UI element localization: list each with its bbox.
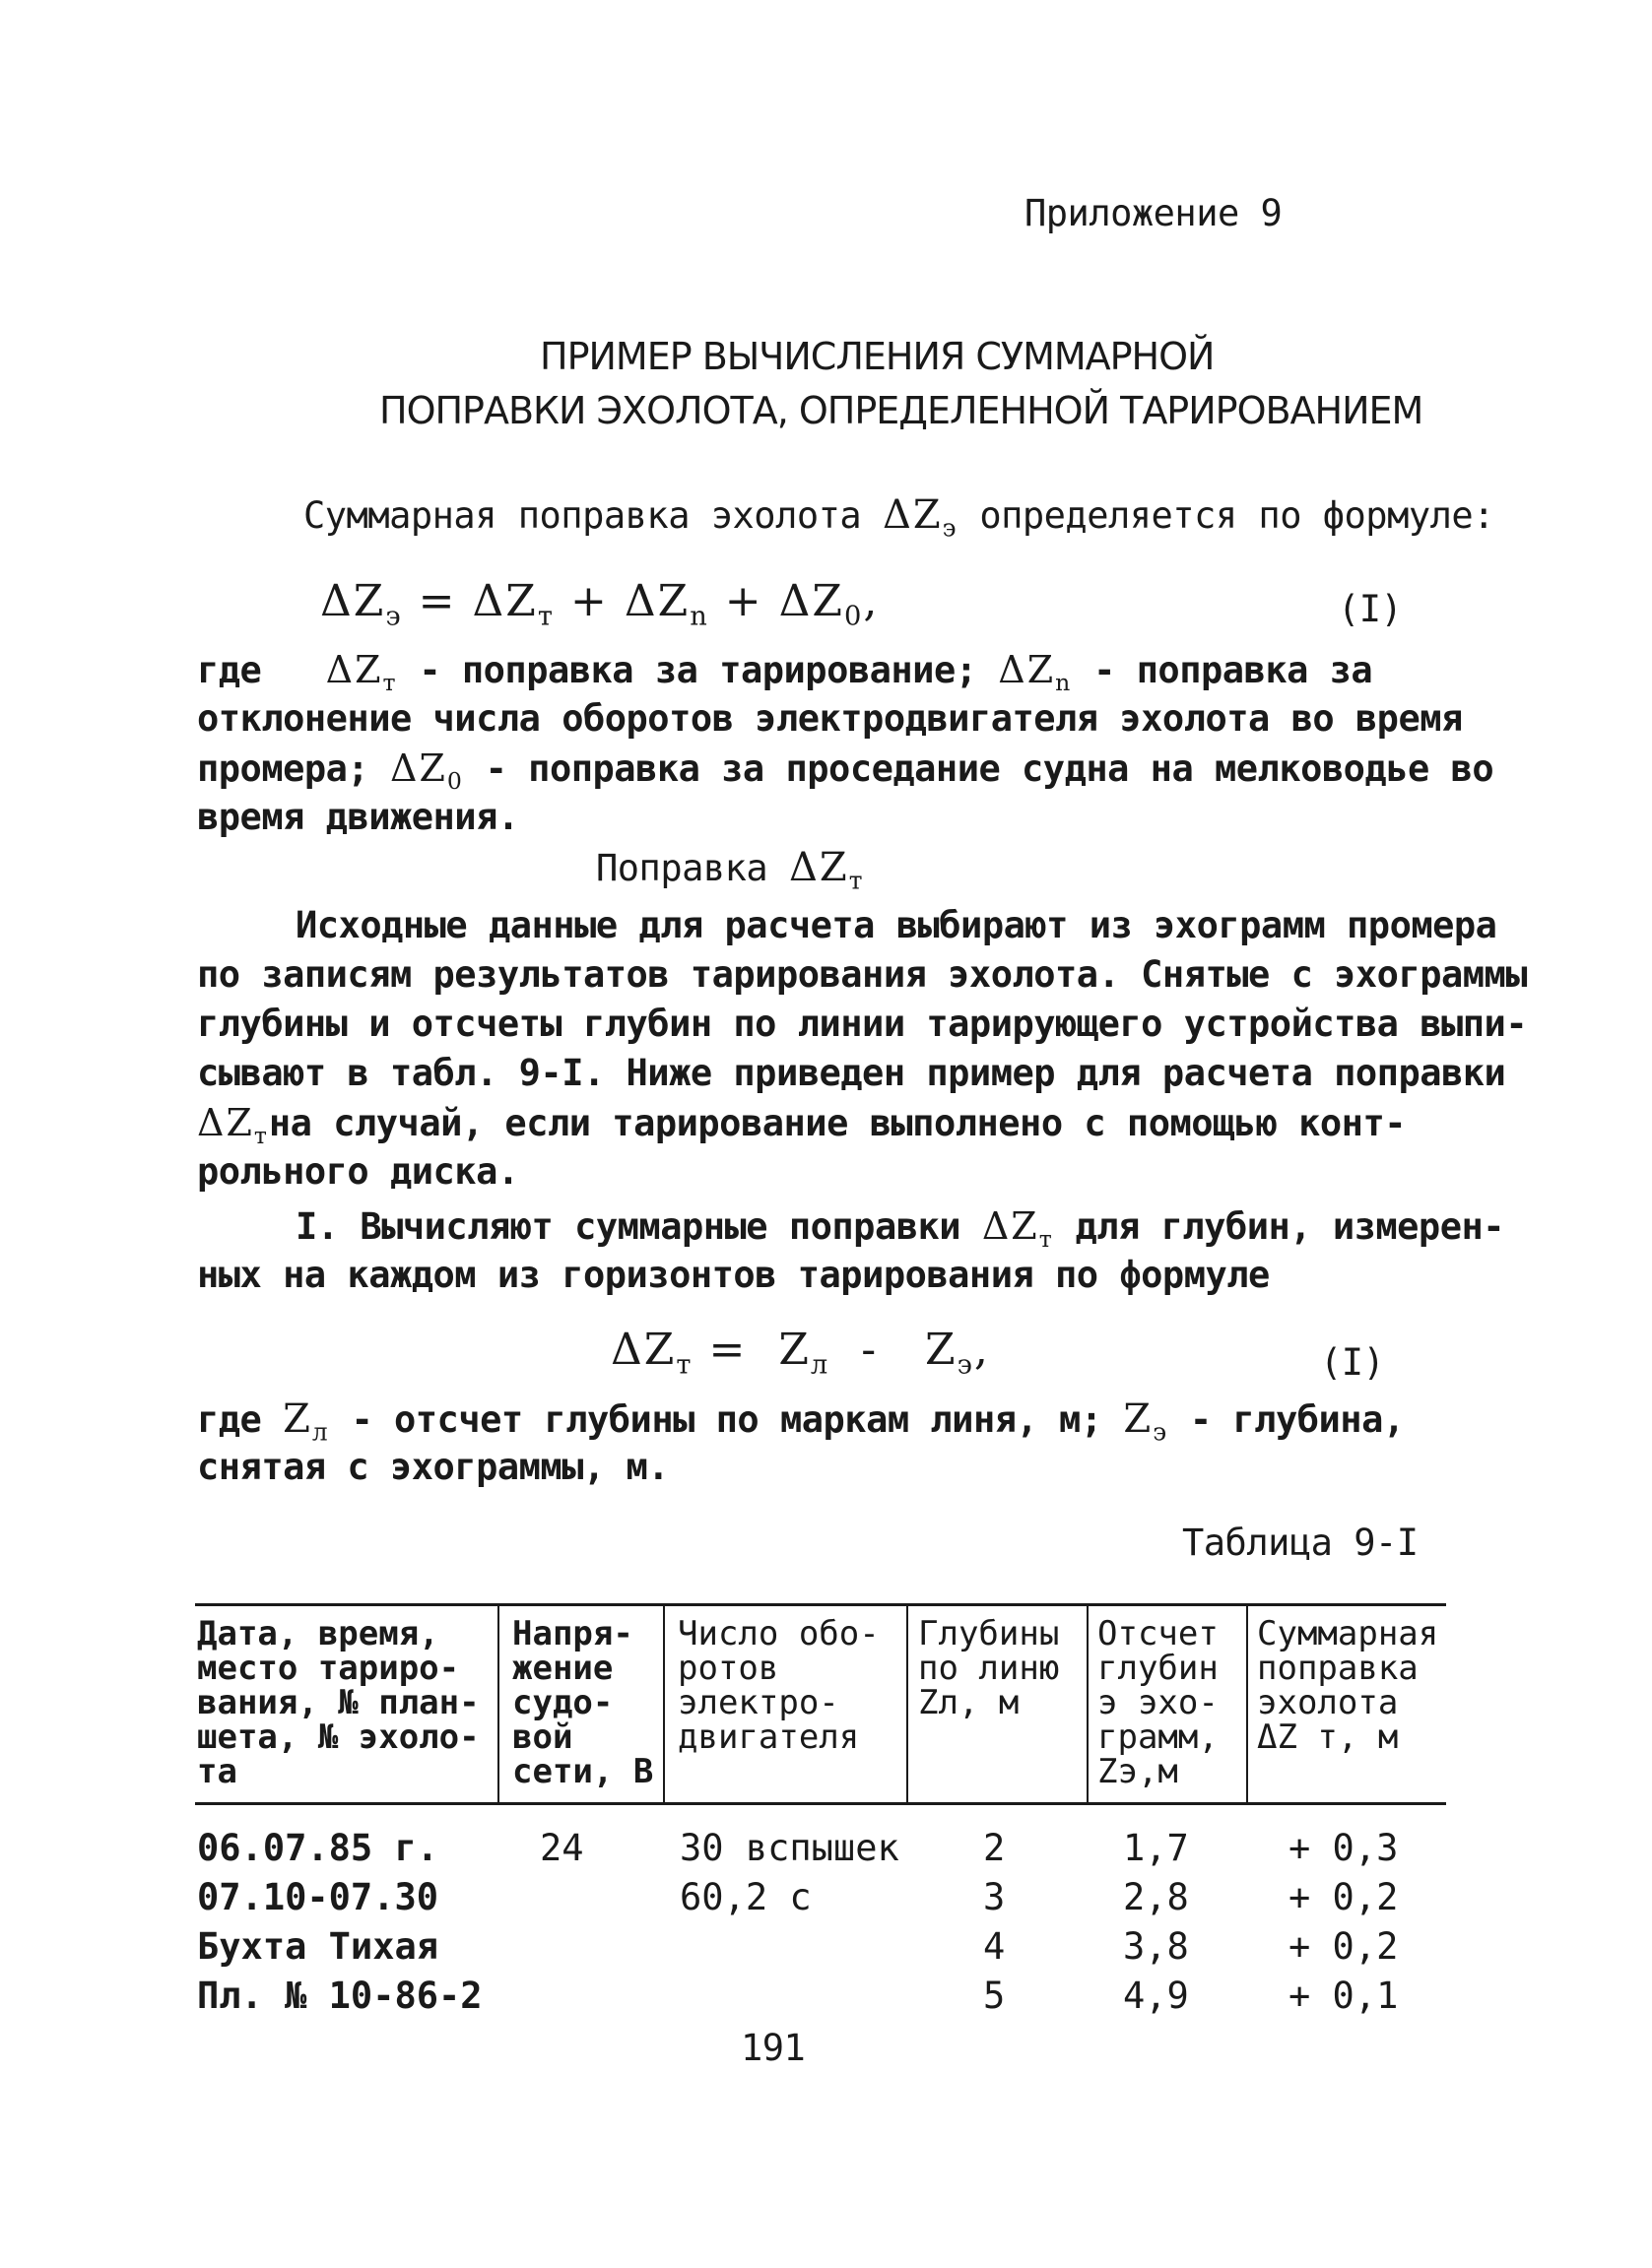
para2-line3: глубины и отсчеты глубин по линии тарирующего устройства выпи- — [197, 1003, 1528, 1045]
table-col-divider — [497, 1605, 499, 1802]
table-label: Таблица 9-I — [1182, 1522, 1419, 1564]
para3-line2: ных на каждом из горизонтов тарирования по формуле — [197, 1254, 1270, 1296]
where1-line2: отклонение числа оборотов электродвигателя эхолота во время — [197, 697, 1463, 740]
para2-line1: Исходные данные для расчета выбирают из эхограмм промера — [296, 904, 1497, 946]
table-cell-echo-depth: 3,8 — [1123, 1925, 1189, 1968]
table-top-rule — [195, 1603, 1446, 1606]
table-cell-correction: + 0,2 — [1289, 1876, 1399, 1918]
formula-2: $\Delta Z_т = Z_л$ - $Z_э$, — [611, 1325, 990, 1381]
intro-symbol: $\Delta Z_э$ — [882, 492, 958, 543]
page-number: 191 — [741, 2027, 806, 2069]
formula-1: $\Delta Z_э = \Delta Z_т + \Delta Z_n + \Delta Z_0$, — [320, 576, 880, 632]
table-cell-flashes: 30 вспышек — [680, 1827, 899, 1869]
table-cell-line-depth: 3 — [983, 1876, 1006, 1918]
table-cell-correction: + 0,2 — [1289, 1925, 1399, 1968]
table-header-rule — [195, 1802, 1446, 1805]
table-header-correction: Суммарная поправка эхолота ΔZ т, м — [1257, 1614, 1439, 1757]
table-cell-correction: + 0,1 — [1289, 1975, 1399, 2017]
intro-text-before: Суммарная поправка эхолота — [303, 494, 862, 537]
table-cell-time: 07.10-07.30 — [197, 1876, 439, 1918]
para3-line1: I. Вычисляют суммарные поправки $\Delta Z_т$ для глубин, измерен- — [296, 1204, 1505, 1254]
table-cell-period: 60,2 с — [680, 1876, 812, 1918]
intro-line — [303, 492, 1494, 543]
table-header-rpm: Число обо- ротов электро- двигателя — [678, 1614, 880, 1757]
table-cell-tablet: Пл. № 10-86-2 — [197, 1975, 483, 2017]
formula-1-number: (I) — [1338, 588, 1403, 630]
where1-line3: промера; $\Delta Z_0$ - поправка за проседание судна на мелководье во — [197, 746, 1494, 796]
where2-line1: где $Z_л$ - отсчет глубины по маркам линя, м; $Z_э$ - глубина, — [197, 1396, 1405, 1447]
para2-line6: рольного диска. — [197, 1150, 519, 1193]
where1-line1: где $\Delta Z_т$ - поправка за тарирование; $\Delta Z_n$ - поправка за — [197, 648, 1373, 697]
table-cell-echo-depth: 2,8 — [1123, 1876, 1189, 1918]
table-cell-place: Бухта Тихая — [197, 1925, 439, 1968]
table-cell-correction: + 0,3 — [1289, 1827, 1399, 1869]
table-cell-echo-depth: 4,9 — [1123, 1975, 1189, 2017]
where2-line2: снятая с эхограммы, м. — [197, 1446, 670, 1488]
table-cell-echo-depth: 1,7 — [1123, 1827, 1189, 1869]
subheading: Поправка $\Delta Z_т$ — [596, 845, 865, 895]
where1-line4: время движения. — [197, 796, 519, 838]
table-col-divider — [906, 1605, 908, 1802]
table-col-divider — [1246, 1605, 1248, 1802]
para2-line4: сывают в табл. 9-I. Ниже приведен пример для расчета поправки — [197, 1052, 1506, 1094]
table-header-voltage: Напря- жение судо- вой сети, В — [512, 1614, 654, 1791]
table-col-divider — [663, 1605, 665, 1802]
table-header-date: Дата, время, место тарирo- вания, № план- шета, № эхоло- та — [197, 1614, 480, 1791]
intro-text-after: определяется по формуле: — [979, 494, 1494, 537]
table-col-divider — [1087, 1605, 1089, 1802]
table-header-echo-depth: Отсчет глубин э эхо- грамм, Zэ,м — [1097, 1614, 1219, 1791]
formula-2-number: (I) — [1320, 1341, 1385, 1384]
title-line-1: ПРИМЕР ВЫЧИСЛЕНИЯ СУММАРНОЙ — [540, 335, 1215, 378]
table-cell-date: 06.07.85 г. — [197, 1827, 439, 1869]
para2-line5: $\Delta Z_тна$ случай, если тарирование выполнено с помощью конт- — [197, 1101, 1407, 1150]
table-cell-line-depth: 4 — [983, 1925, 1006, 1968]
table-cell-line-depth: 2 — [983, 1827, 1006, 1869]
para2-line2: по записям результатов тарирования эхолота. Снятые с эхограммы — [197, 953, 1528, 996]
table-header-line-depth: Глубины по линю Zл, м — [918, 1614, 1060, 1722]
appendix-label: Приложение 9 — [1024, 192, 1283, 234]
table-cell-voltage: 24 — [540, 1827, 584, 1869]
title-line-2: ПОПРАВКИ ЭХОЛОТА, ОПРЕДЕЛЕННОЙ ТАРИРОВАНИЕМ — [379, 389, 1423, 432]
table-cell-line-depth: 5 — [983, 1975, 1006, 2017]
